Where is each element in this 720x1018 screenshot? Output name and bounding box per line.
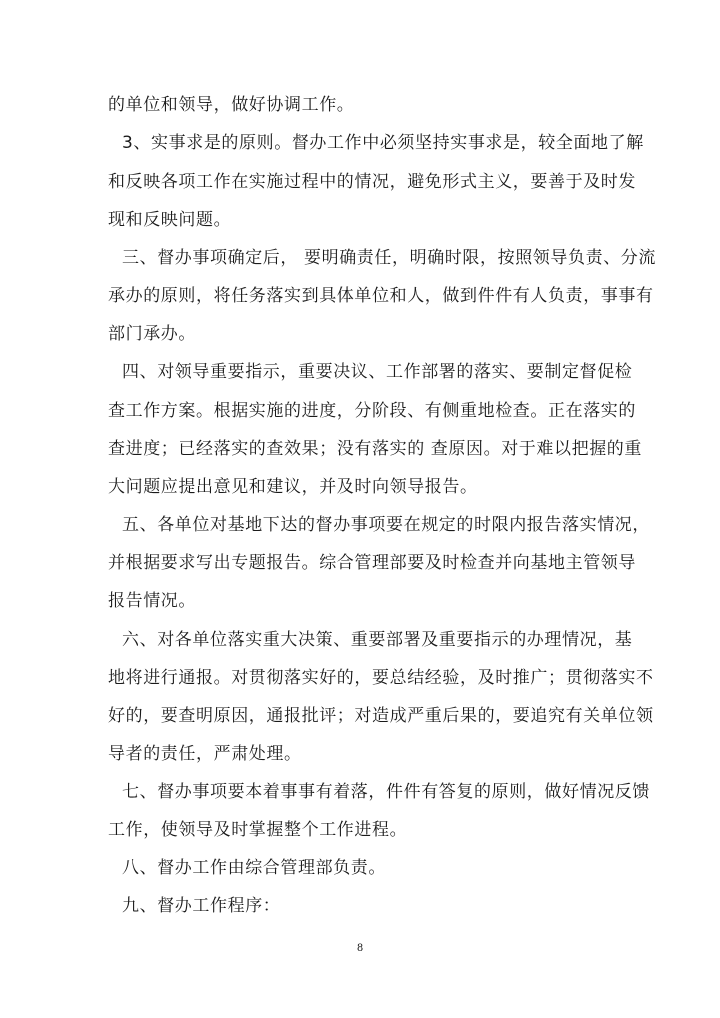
- text-line: 九、督办工作程序：: [122, 896, 281, 916]
- text-line: 六、对各单位落实重大决策、重要部署及重要指示的办理情况，基: [122, 630, 633, 650]
- text-line: 并根据要求写出专题报告。综合管理部要及时检查并向基地主管领导: [108, 553, 636, 573]
- text-line: 查工作方案。根据实施的进度，分阶段、有侧重地检查。正在落实的: [108, 401, 636, 421]
- text-line: 和反映各项工作在实施过程中的情况，避免形式主义，要善于及时发: [108, 172, 636, 192]
- text-line: 查进度；已经落实的查效果；没有落实的 查原因。对于难以把握的重: [108, 439, 643, 459]
- text-line: 部门承办。: [108, 324, 196, 344]
- text-line: 地将进行通报。对贯彻落实好的，要总结经验，及时推广；贯彻落实不: [108, 668, 654, 688]
- text-line: 八、督办工作由综合管理部负责。: [122, 858, 386, 878]
- text-line: 承办的原则，将任务落实到具体单位和人，做到件件有人负责，事事有: [108, 286, 654, 306]
- text-line: 现和反映问题。: [108, 210, 232, 230]
- text-line: 好的，要查明原因，通报批评；对造成严重后果的，要追究有关单位领: [108, 706, 654, 726]
- text-line: 导者的责任，严肃处理。: [108, 744, 302, 764]
- text-line: 大问题应提出意见和建议，并及时向领导报告。: [108, 477, 478, 497]
- text-line: 四、对领导重要指示，重要决议、工作部署的落实、要制定督促检: [122, 362, 633, 382]
- text-line: 七、督办事项要本着事事有着落，件件有答复的原则，做好情况反馈: [122, 782, 650, 802]
- text-line: 五、各单位对基地下达的督办事项要在规定的时限内报告落实情况，: [122, 515, 650, 535]
- text-line: 工作，使领导及时掌握整个工作进程。: [108, 820, 408, 840]
- text-line: 3、实事求是的原则。督办工作中必须坚持实事求是，较全面地了解: [122, 133, 644, 153]
- text-line: 的单位和领导，做好协调工作。: [108, 95, 355, 115]
- text-line: 报告情况。: [108, 591, 196, 611]
- text-line: 三、督办事项确定后， 要明确责任，明确时限，按照领导负责、分流: [122, 248, 657, 268]
- page-number: 8: [356, 943, 364, 954]
